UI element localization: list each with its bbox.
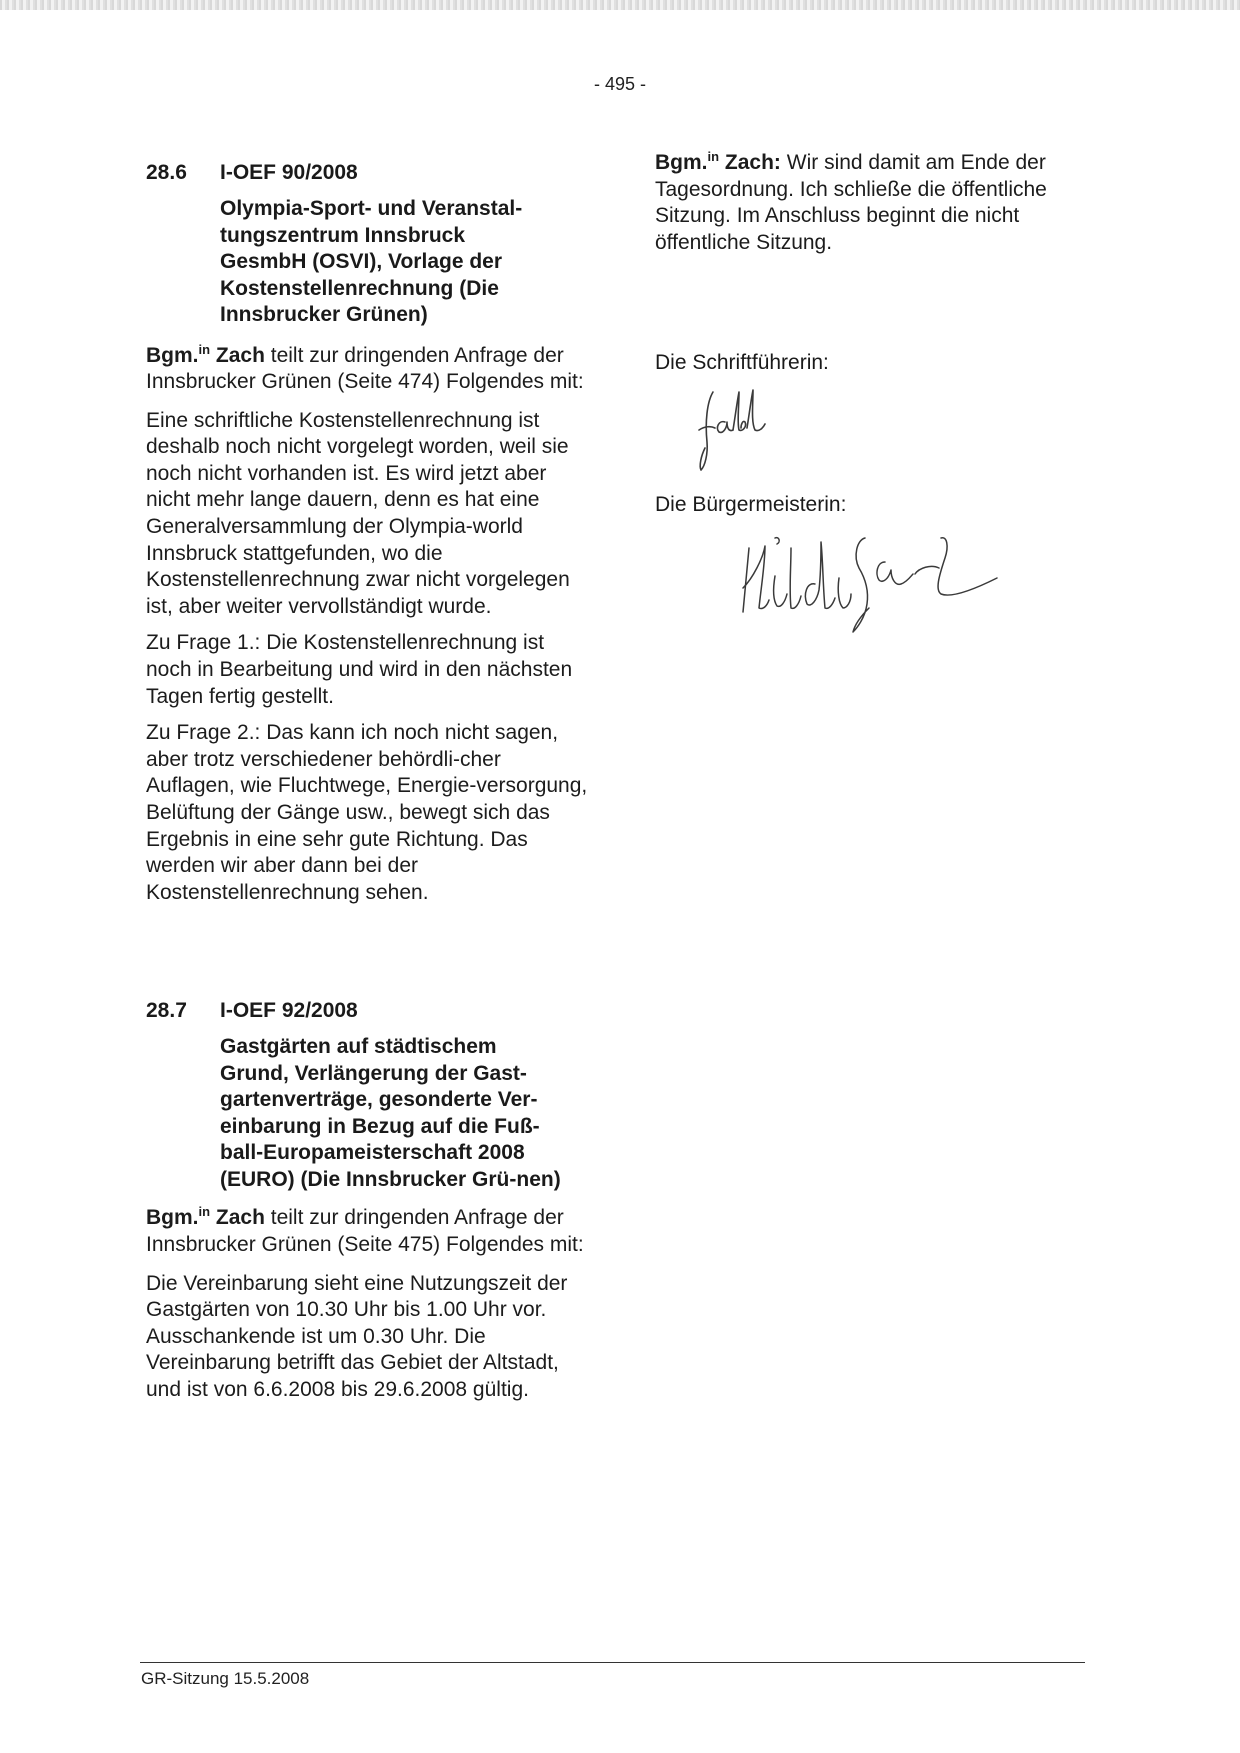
agenda-item-28-6	[146, 160, 591, 906]
scan-edge	[0, 0, 1240, 10]
item-number: 28.6	[146, 161, 187, 184]
closing-statement	[655, 150, 1105, 256]
intro-text: teilt zur dringenden Anfrage der Innsbrucker Grünen (Seite 474) Folgendes mit:	[146, 343, 584, 394]
speaker-name: Zach	[215, 1206, 265, 1230]
footer-rule	[140, 1662, 1085, 1663]
speaker-sup: in	[198, 341, 211, 357]
speaker-name: Zach	[215, 343, 265, 367]
page-number: - 495 -	[593, 74, 647, 94]
mayor-signature-icon	[735, 528, 1015, 638]
speaker-title: Bgm.	[655, 151, 708, 174]
speaker-title: Bgm.	[146, 343, 199, 367]
paragraph: Zu Frage 2.: Das kann ich noch nicht sagen, aber trotz verschiedener behördli-cher Auflagen, wie Fluchtwege, Energie-versorgung, Belüftung der Gänge usw., bewegt sich das Ergebnis in eine sehr gute Richtung. Das werden wir aber dann bei der Kostenstellenrechnung sehen.	[146, 721, 588, 904]
left-column	[146, 160, 591, 1404]
item-code: I-OEF 90/2008	[220, 161, 358, 184]
item-title: Gastgärten auf städtischem Grund, Verlängerung der Gast-gartenverträge, gesonderte Ver-einbarung in Bezug auf die Fuß-ball-Europameisterschaft 2008 (EURO) (Die Innsbrucker Grü-nen)	[220, 1035, 561, 1191]
paragraph: Die Vereinbarung sieht eine Nutzungszeit der Gastgärten von 10.30 Uhr bis 1.00 Uhr vor. Ausschankende ist um 0.30 Uhr. Die Vereinbarung betrifft das Gebiet der Altstadt, und ist von 6.6.2008 bis 29.6.2008 gültig.	[146, 1271, 568, 1401]
right-column	[655, 150, 1105, 638]
secretary-signature-icon	[685, 382, 805, 478]
footer-text: GR-Sitzung 15.5.2008	[141, 1669, 310, 1688]
item-intro	[146, 343, 591, 396]
mayor-signature	[735, 528, 1105, 638]
speaker-sup: in	[707, 149, 720, 164]
speaker-name: Zach:	[724, 151, 781, 174]
paragraph: Eine schriftliche Kostenstellenrechnung ist deshalb noch nicht vorgelegt worden, weil sie noch nicht vorhanden ist. Es wird jetzt aber nicht mehr lange dauern, denn es hat eine Generalversammlung der Olympia-world Innsbruck stattgefunden, wo die Kostenstellenrechnung zwar nicht vorgelegen ist, aber weiter vervollständigt wurde.	[146, 408, 570, 618]
item-title: Olympia-Sport- und Veranstal-tungszentrum Innsbruck GesmbH (OSVI), Vorlage der Kostenstellenrechnung (Die Innsbrucker Grünen)	[220, 197, 523, 326]
secretary-label: Die Schriftführerin:	[655, 351, 829, 375]
item-number: 28.7	[146, 999, 187, 1023]
item-heading	[146, 998, 591, 1024]
item-code: I-OEF 92/2008	[220, 999, 358, 1023]
speaker-title: Bgm.	[146, 1206, 199, 1230]
mayor-label: Die Bürgermeisterin:	[655, 493, 847, 517]
secretary-signature	[685, 382, 1105, 478]
item-intro	[146, 1205, 591, 1258]
speaker-sup: in	[198, 1204, 211, 1220]
intro-text: teilt zur dringenden Anfrage der Innsbrucker Grünen (Seite 475) Folgendes mit:	[146, 1206, 584, 1256]
closing-text: Wir sind damit am Ende der Tagesordnung. Ich schließe die öffentliche Sitzung. Im Anschluss beginnt die nicht öffentliche Sitzung.	[655, 151, 1047, 254]
paragraph: Zu Frage 1.: Die Kostenstellenrechnung ist noch in Bearbeitung und wird in den nächsten Tagen fertig gestellt.	[146, 631, 573, 708]
agenda-item-28-7	[146, 998, 591, 1403]
item-heading	[146, 160, 591, 186]
